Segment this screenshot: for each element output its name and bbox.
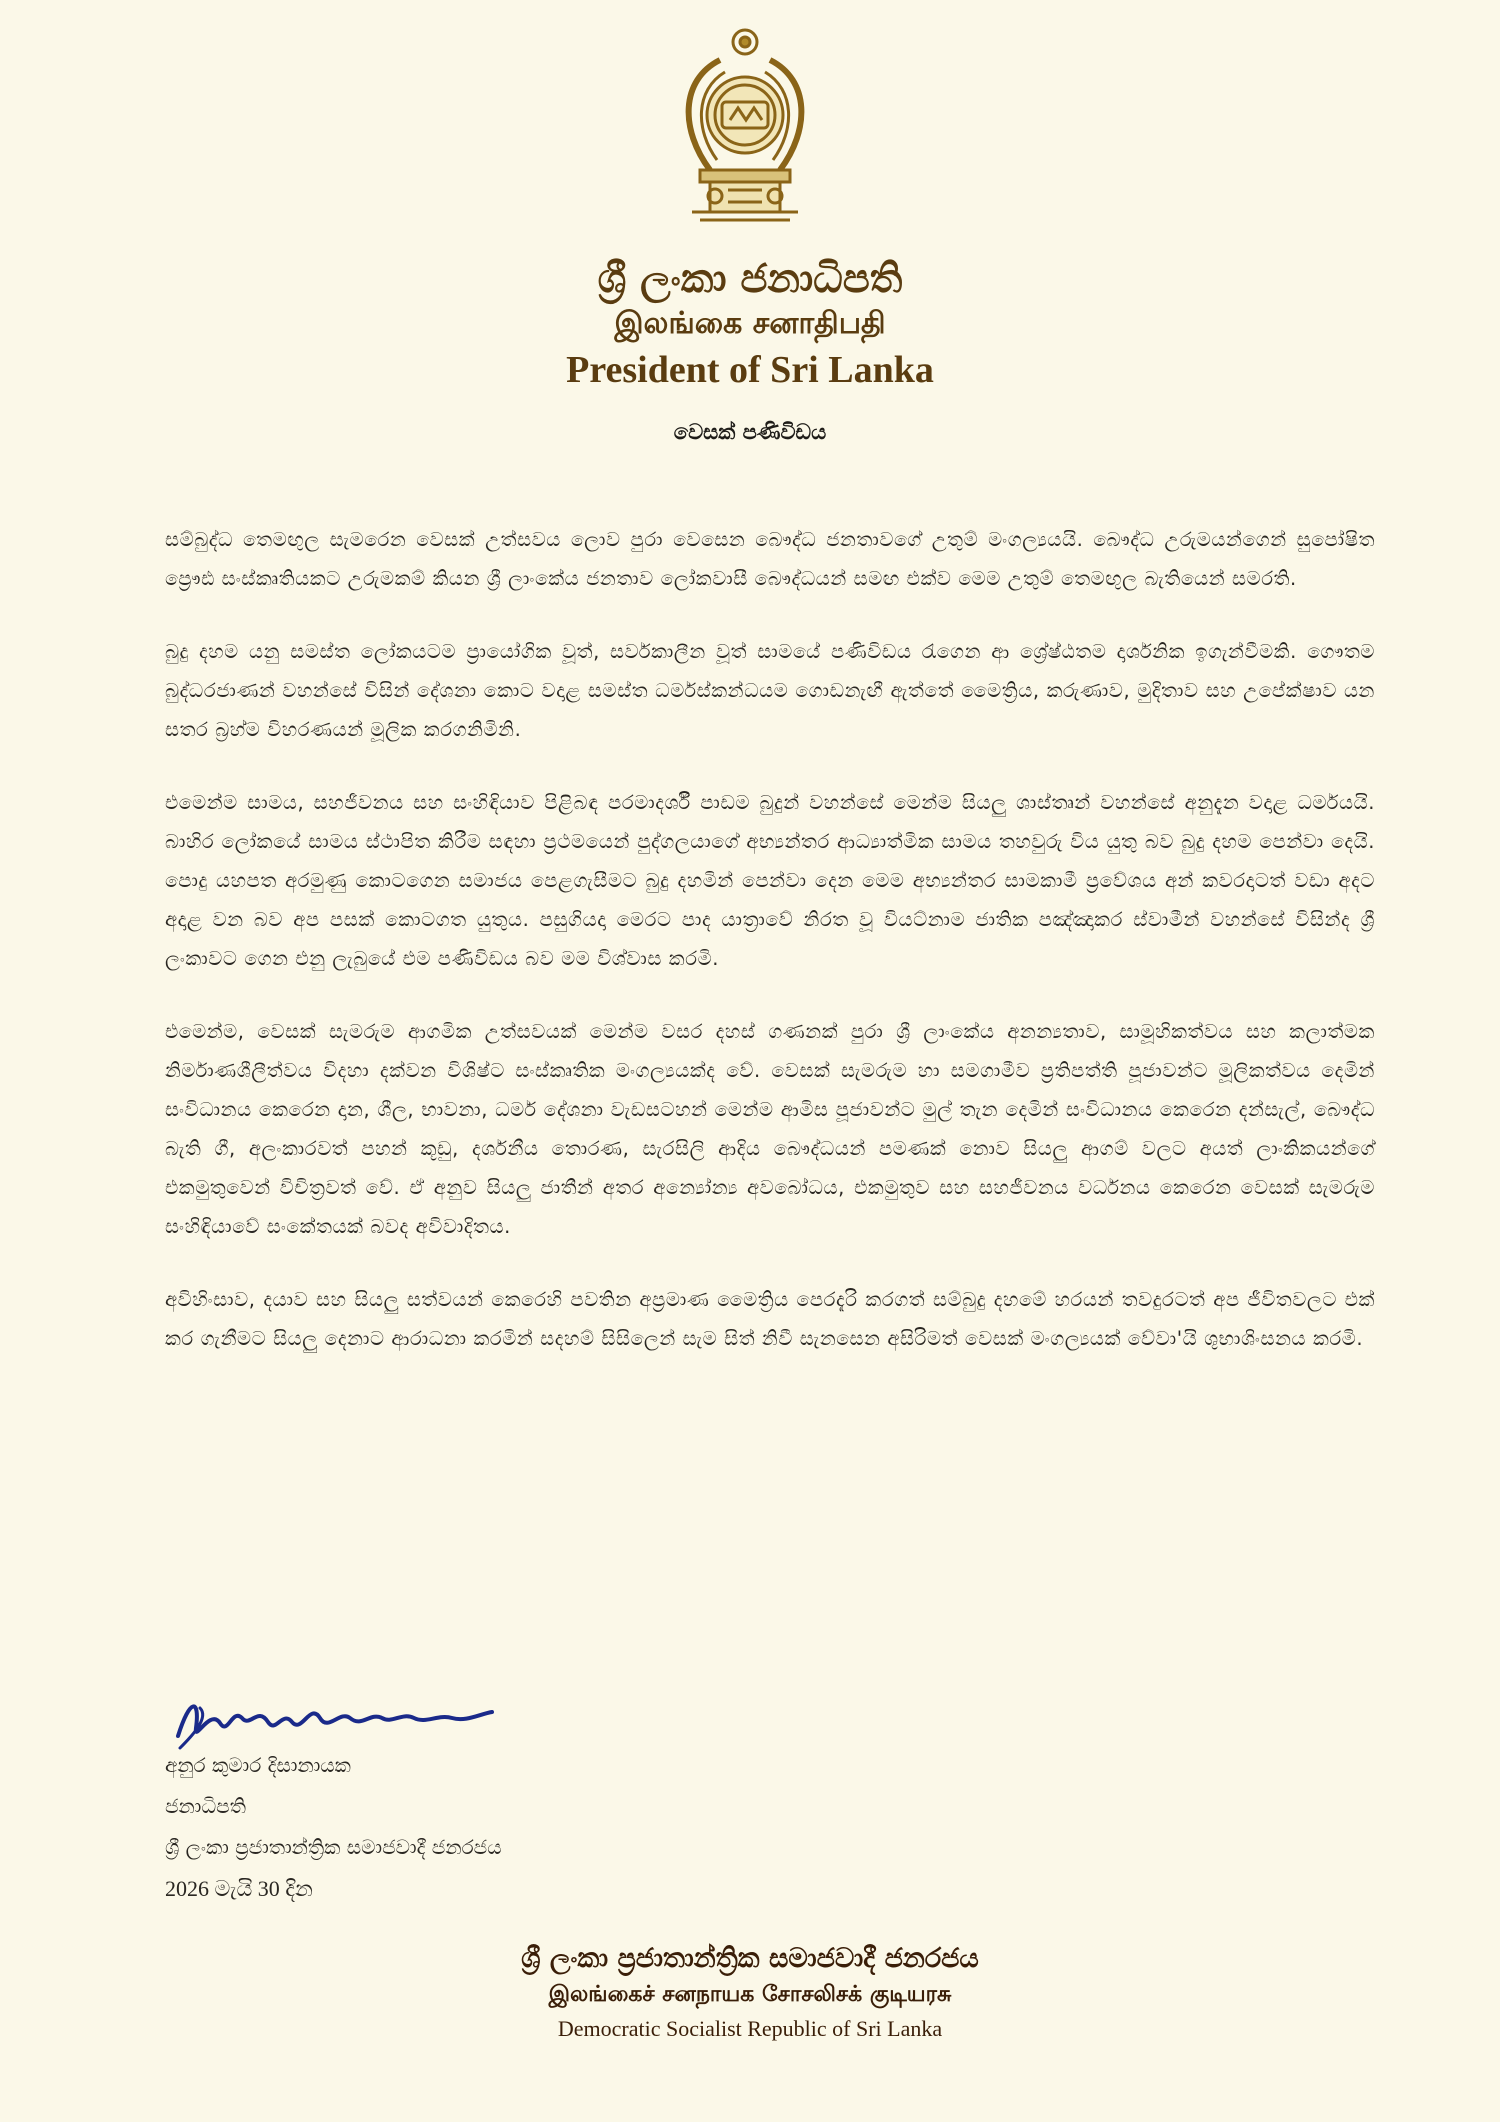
footer-sinhala: ශ්‍රී ලංකා ප්‍රජාතාන්ත්‍රික සමාජවාදී ජනරජය: [521, 1943, 979, 1974]
footer-tamil: இலங்கைச் சனநாயக சோசலிசக் குடியரசு: [548, 1982, 952, 2007]
paragraph: අවිහිංසාව, දයාව සහ සියලු සත්වයන් කෙරෙහි පවතින අප්‍රමාණ මෛත්‍රිය පෙරදැරි කරගත් සම්බුදු දහමේ හරයන් තවදුරටත් අප ජීවිතවලට එක් කර ගැනීමට සියලු දෙනාට ආරාධනා කරමින් සදහම් සිසිලෙන් සැම සිත් නිවී සැනසෙන අසිරිමත් වෙසක් මංගල්‍යයක් වේවා'යි ශුභාශිංසනය කරමි.: [165, 1288, 1375, 1350]
signatory-state: ශ්‍රී ලංකා ප්‍රජාතාන්ත්‍රික සමාජවාදී ජනරජය: [165, 1835, 502, 1859]
paragraph: එමෙන්ම, වෙසක් සැමරුම ආගමික උත්සවයක් මෙන්ම වසර දහස් ගණනක් පුරා ශ්‍රී ලාංකේය අනන්‍යතාව, සාමූහිකත්වය සහ කලාත්මක නිර්මාණශීලීත්වය විදහා දක්වන විශිෂ්ට සංස්කෘතික මංගල්‍යයක්ද වේ. වෙසක් සැමරුම හා සමගාමීව ප්‍රතිපත්ති පූජාවන්ට මූලිකත්වය දෙමින් සංවිධානය කෙරෙන දාන, ශීල, භාවනා, ධර්ම දේශනා වැඩසටහන් මෙන්ම ආමිස පූජාවන්ට මුල් තැන දෙමින් සංවිධානය කෙරෙන දන්සැල්, බෞද්ධ බැති ගී, අලංකාරවත් පහන් කූඩු, දර්ශනීය තොරණ, සැරසිලි ආදිය බෞද්ධයන් පමණක් නොව සියලු ආගම් වලට අයත් ලාංකිකයන්ගේ එකමුතුවෙන් විචිත්‍රවත් වේ. ඒ අනුව සියලු ජාතීන් අතර අන්‍යෝන්‍ය අවබෝධය, එකමුතුව සහ සහජීවනය වර්ධනය කෙරෙන වෙසක් සැමරුම සංහිඳියාවේ සංකේතයක් බවද අවිවාදිතය.: [165, 1020, 1375, 1238]
paragraph: සම්බුද්ධ තෙමඟුල සැමරෙන වෙසක් උත්සවය ලොව පුරා වෙසෙන බෞද්ධ ජනතාවගේ උතුම් මංගල්‍යයයි. බෞද්ධ උරුමයන්ගෙන් සුපෝෂිත ප්‍රෞඪ සංස්කෘතියකට උරුමකම් කියන ශ්‍රී ලාංකේය ජනතාව ලෝකවාසී බෞද්ධයන් සමඟ එක්ව මෙම උතුම් තෙමඟුල බැතියෙන් සමරති.: [165, 528, 1375, 590]
letter-subject: වෙසක් පණිවිඩය: [673, 420, 827, 444]
letterhead-title-tamil: இலங்கை சனாதிபதி: [614, 306, 886, 341]
letterhead-title-sinhala: ශ්‍රී ලංකා ජනාධිපති: [597, 256, 903, 302]
signatory-block: [165, 1745, 502, 1909]
letter-footer: [0, 1940, 1500, 2046]
footer-english: Democratic Socialist Republic of Sri Lanka: [557, 2016, 943, 2041]
letter-date: 2026 මැයි 30 දින: [165, 1876, 313, 1901]
letterhead: [0, 255, 1500, 395]
signatory-name: අනුර කුමාර දිසානායක: [165, 1753, 351, 1777]
signatory-title: ජනාධිපති: [165, 1794, 246, 1818]
sri-lanka-emblem-icon: [670, 20, 820, 230]
paragraph: එමෙන්ම සාමය, සහජීවනය සහ සංහිඳියාව පිළිබඳ පරමාදර්ශී පාඩම බුදුන් වහන්සේ මෙන්ම සියලු ශාස්තෘන් වහන්සේ අනුදැන වදාළ ධර්මයයි. බාහිර ලෝකයේ සාමය ස්ථාපිත කිරීම සඳහා ප්‍රථමයෙන් පුද්ගලයාගේ අභ්‍යන්තර ආධ්‍යාත්මික සාමය තහවුරු විය යුතු බව බුදු දහම පෙන්වා දෙයි. පොදු යහපත අරමුණු කොටගෙන සමාජය පෙළගැසීමට බුදු දහමින් පෙන්වා දෙන මෙම අභ්‍යන්තර සාමකාමී ප්‍රවේශය අන් කවරදාටත් වඩා අදට අදාළ වන බව අප පසක් කොටගත යුතුය. පසුගියදා මෙරට පාද යාත්‍රාවේ නිරත වූ වියට්නාම ජාතික පඤ්ඤාකර ස්වාමීන් වහන්සේ විසින්ද ශ්‍රී ලංකාවට ගෙන එනු ලැබුයේ එම පණිවිඩය බව මම විශ්වාස කරමි.: [165, 791, 1375, 970]
letter-body: [165, 520, 1375, 1392]
paragraph: බුදු දහම යනු සමස්ත ලෝකයටම ප්‍රායෝගික වූත්, සර්වකාලීන වූත් සාමයේ පණිවිඩය රැගෙන ආ ශ්‍රේෂ්ඨතම දාර්ශනික ඉගැන්වීමකි. ගෞතම බුද්ධරජාණන් වහන්සේ විසින් දේශනා කොට වදාළ සමස්ත ධර්මස්කන්ධයම ගොඩනැඟී ඇත්තේ මෛත්‍රිය, කරුණාව, මුදිතාව සහ උපේක්ෂාව යන සතර බ්‍රහ්ම විහරණයන් මූලික කරගනිමිනි.: [165, 640, 1375, 741]
letterhead-title-english: President of Sri Lanka: [566, 349, 934, 391]
